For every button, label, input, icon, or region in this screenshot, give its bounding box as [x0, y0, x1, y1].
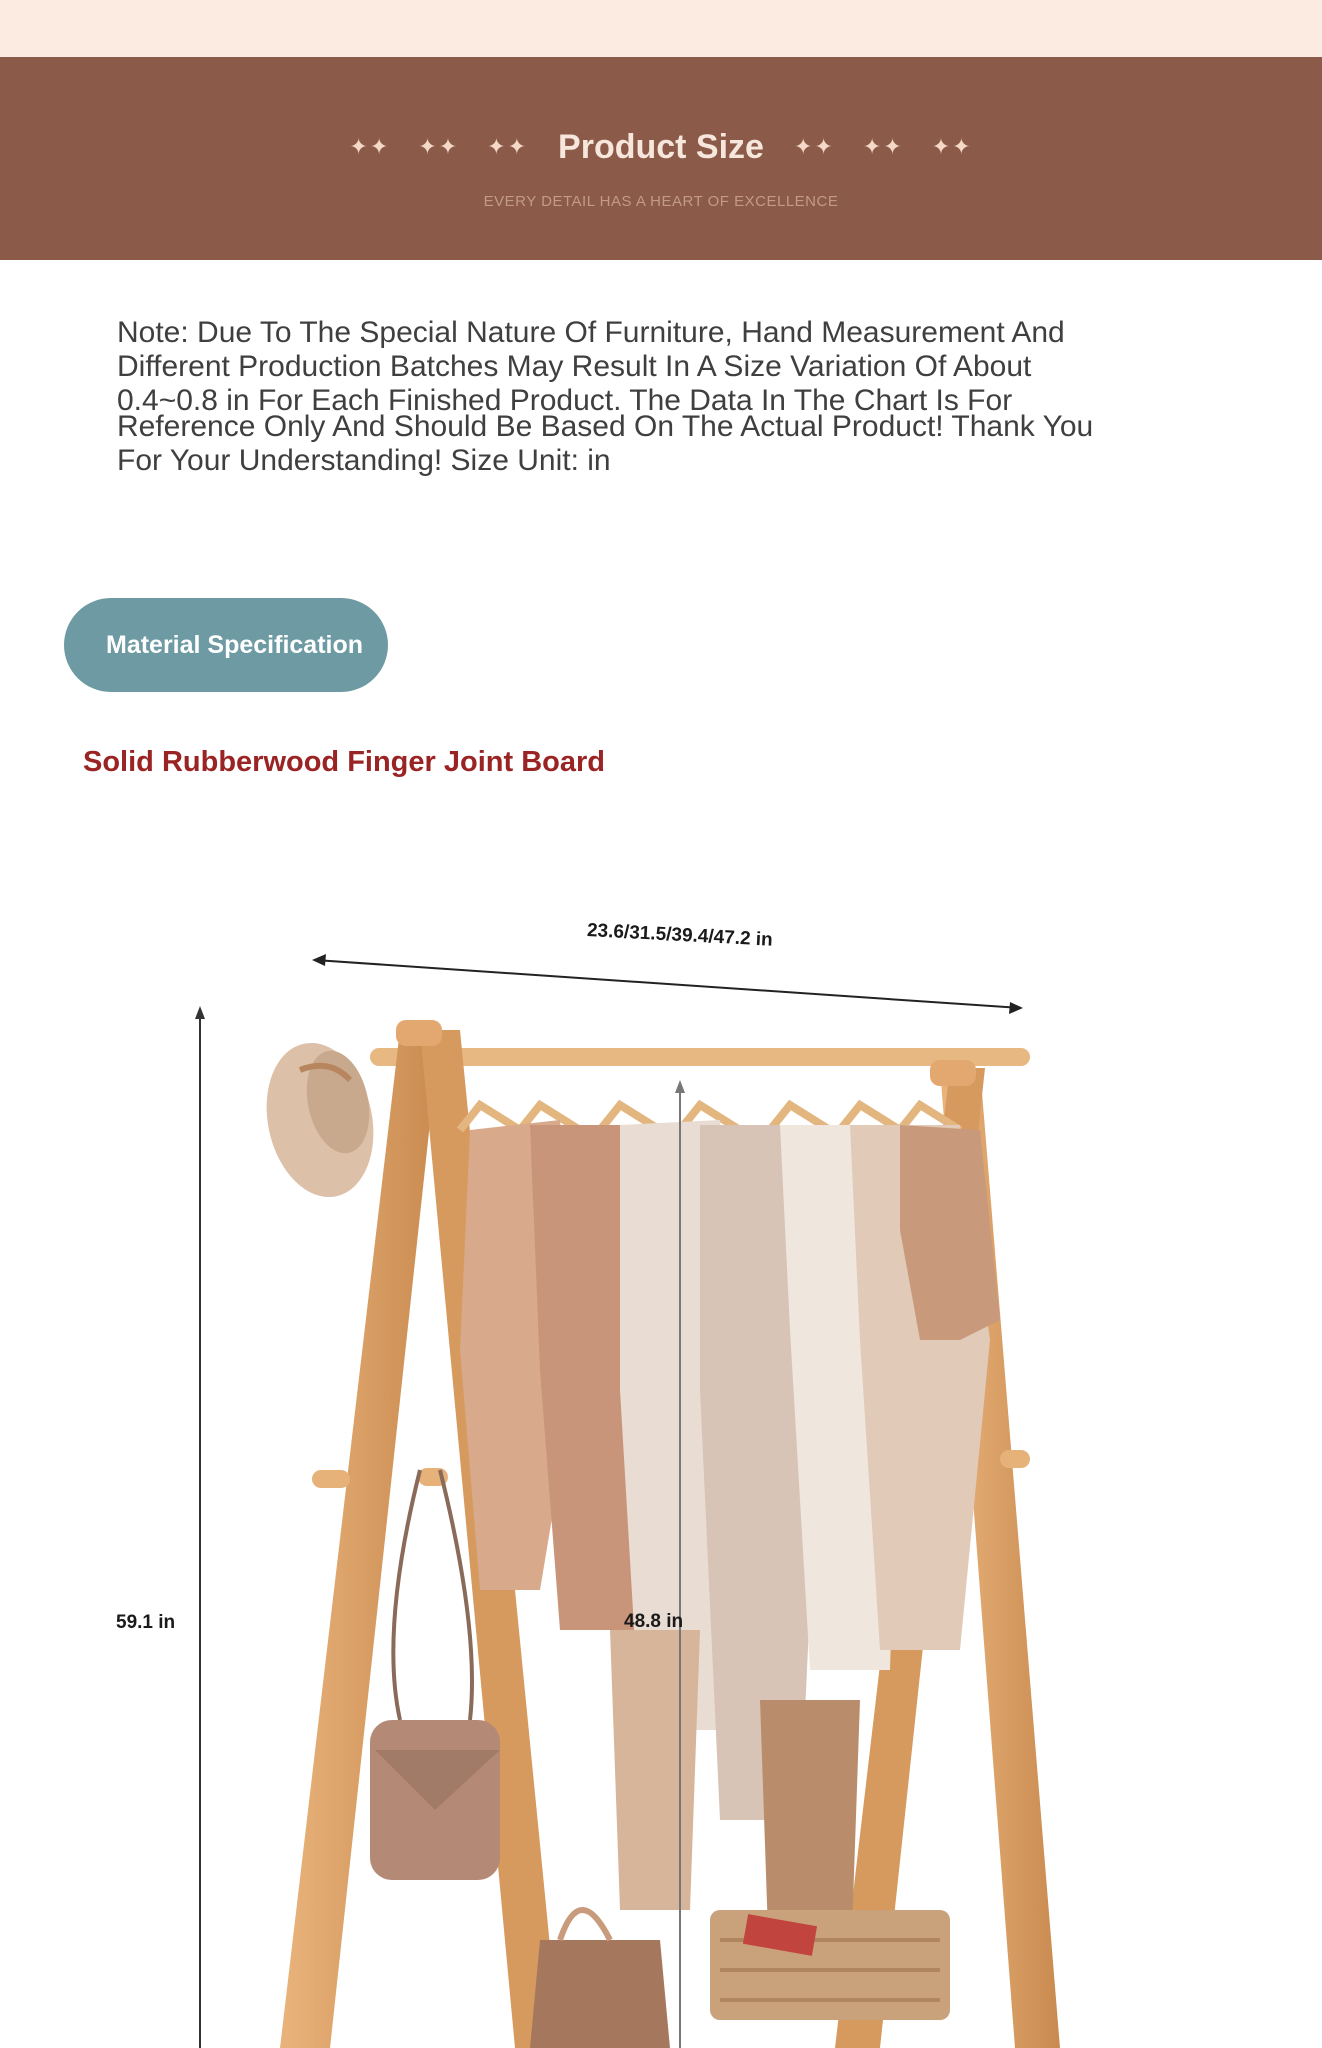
hat-illustration	[253, 1033, 387, 1207]
sparkle-icon: ✦✦	[862, 134, 904, 160]
note-line: Different Production Batches May Result In A Size Variation Of About	[117, 350, 1032, 383]
top-strip	[0, 0, 1322, 57]
sparkle-icon: ✦✦	[931, 134, 973, 160]
note-line: 0.4~0.8 in For Each Finished Product. The Data In The Chart Is For	[117, 384, 1013, 417]
sparkle-icon: ✦✦	[793, 134, 835, 160]
material-value: Solid Rubberwood Finger Joint Board	[83, 746, 605, 778]
material-specification-tab[interactable]	[64, 598, 388, 692]
banner-subtitle: EVERY DETAIL HAS A HEART OF EXCELLENCE	[483, 193, 839, 210]
width-dimension-arrow	[312, 954, 1023, 1014]
note-line: Reference Only And Should Be Based On The Actual Product! Thank You	[117, 410, 1094, 443]
size-note	[117, 316, 1197, 478]
banner-title-row	[0, 117, 1322, 177]
more-dots-icon	[406, 626, 416, 666]
note-line: Note: Due To The Special Nature Of Furniture, Hand Measurement And	[117, 316, 1065, 349]
material-specification-label: Material Specification	[106, 630, 364, 659]
basket-illustration	[710, 1910, 950, 2020]
sparkle-icon: ✦✦	[487, 134, 529, 160]
sparkle-icon: ✦✦	[349, 134, 391, 160]
top-rail	[370, 1048, 1030, 1066]
product-figure	[0, 870, 1322, 2048]
banner-title: Product Size	[558, 127, 764, 166]
tote-bag-illustration	[530, 1910, 670, 2048]
note-line: For Your Understanding! Size Unit: in	[117, 444, 611, 477]
width-dimension-label: 23.6/31.5/39.4/47.2 in	[586, 920, 774, 951]
clothing-rack-illustration	[0, 870, 1322, 2048]
rail-height-label: 48.8 in	[624, 1611, 684, 1632]
total-height-label: 59.1 in	[116, 1612, 176, 1633]
sparkle-icon: ✦✦	[418, 134, 460, 160]
height-dimension-arrow	[195, 1006, 205, 2048]
product-size-banner	[0, 57, 1322, 260]
